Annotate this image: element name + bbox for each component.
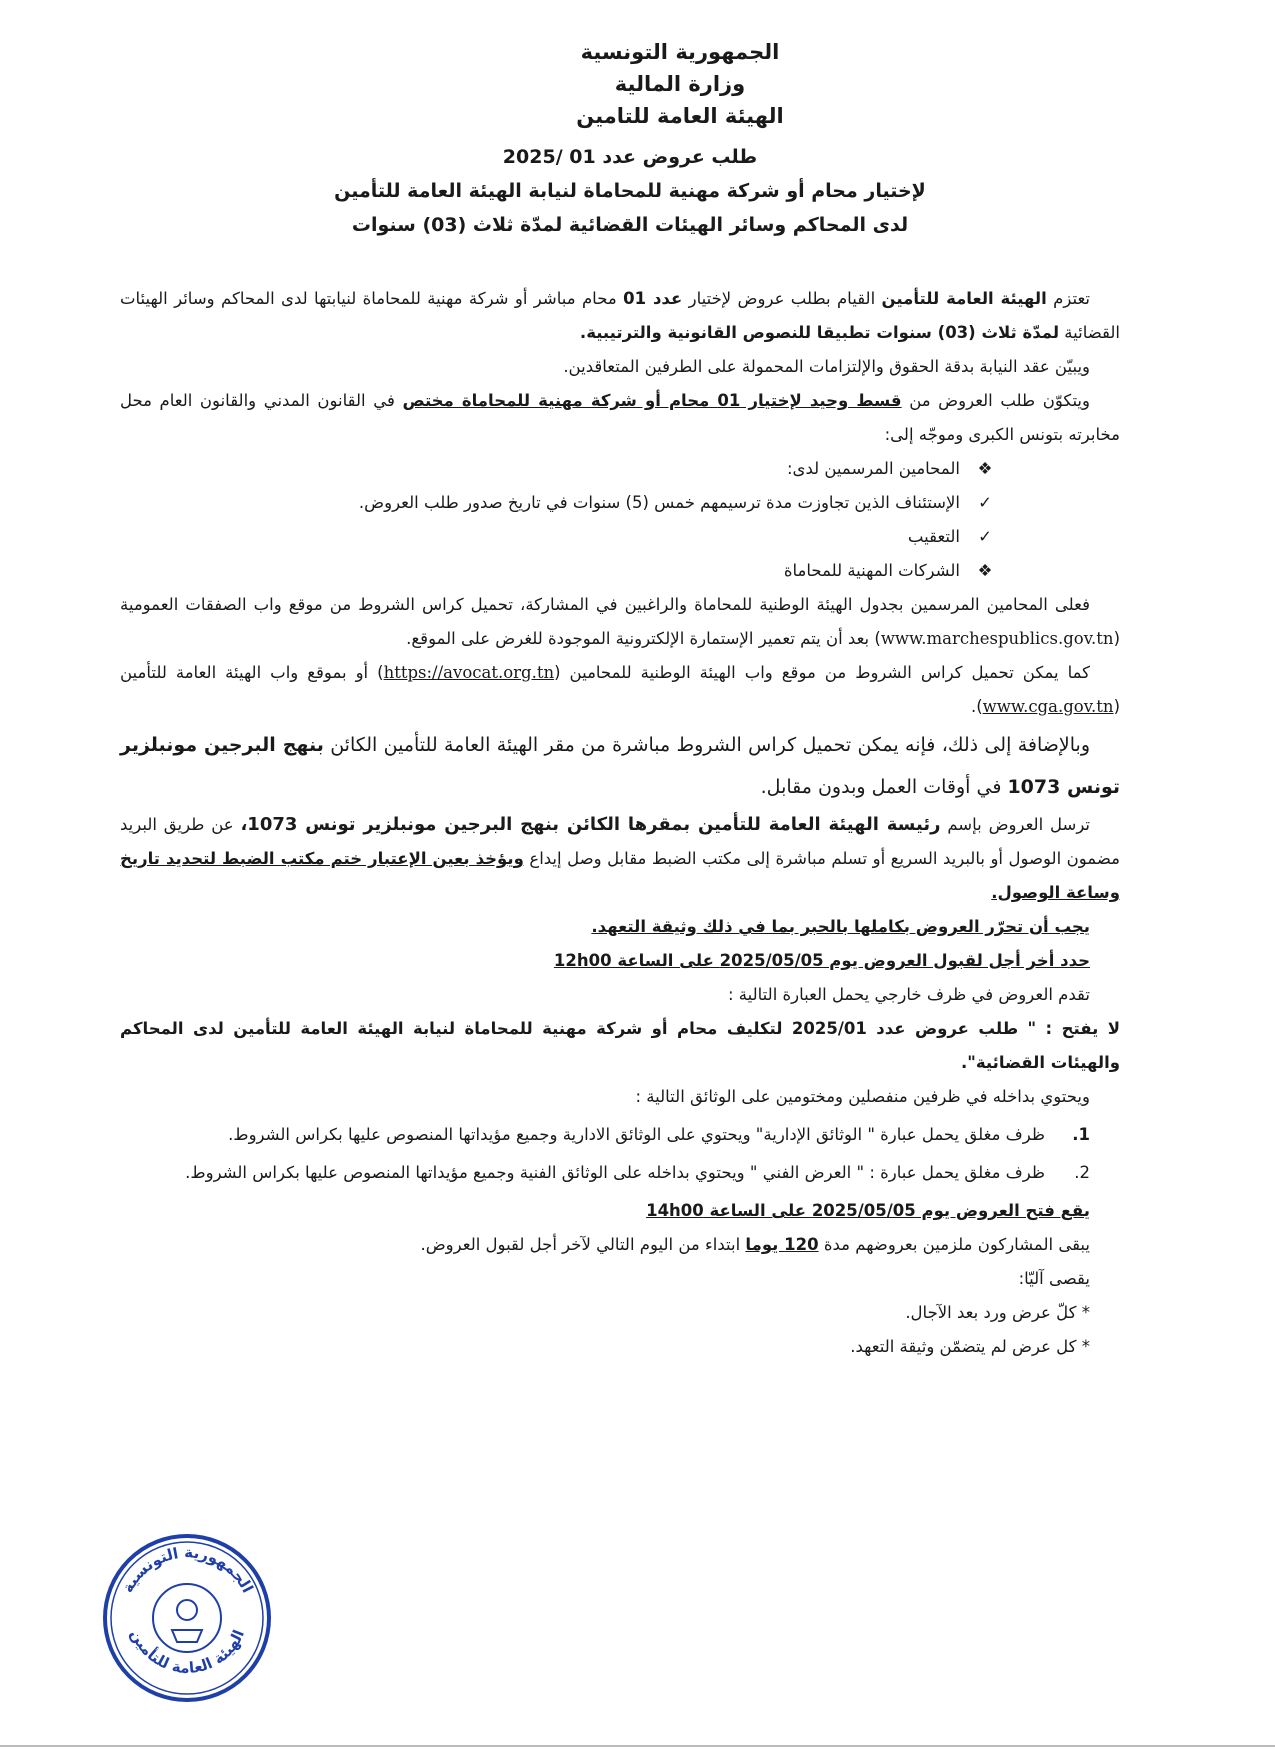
list-item: ✓ التعقيب [120,520,1000,554]
ministry-name: وزارة المالية [614,72,746,96]
paragraph-alt-download: كما يمكن تحميل كراس الشروط من موقع واب الهيئة الوطنية للمحامين (https://avocat.org.tn) أو بموقع واب الهيئة العامة للتأمين (www.cga.gov.tn). [120,663,1120,716]
tender-subject: لإختيار محام أو شركة مهنية للمحاماة لنيابة الهيئة العامة للتأمين [334,180,926,202]
paragraph-exclusion: يقصى آليّا: [1018,1269,1090,1288]
paragraph-download: فعلى المحامين المرسمين بجدول الهيئة الوطنية للمحاماة والراغبين في المشاركة، تحميل كراس الشروط من موقع واب الصفقات العمومية (www.marchespublics.gov.tn) بعد أن يتم تعمير الإستمارة الإلكترونية الموجودة للغرض على الموقع. [120,595,1120,648]
page-bottom-edge [0,1745,1275,1747]
diamond-bullet-icon: ❖ [977,459,993,478]
list-item: 2. ظرف مغلق يحمل عبارة : " العرض الفني " ويحتوي بداخله على الوثائق الفنية وجميع مؤيداتها المنصوص عليها بكراس الشروط. [185,1163,1090,1182]
list-item: ✓ الإستئناف الذين تجاوزت مدة ترسيمهم خمس (5) سنوات في تاريخ صدور طلب العروض. [120,486,1000,520]
paragraph-deadline: حدد أخر أجل لقبول العروض يوم 2025/05/05 على الساعة 12h00 [553,951,1090,970]
documents-list [120,1118,1120,1190]
paragraph-envelope-label: لا يفتح : " طلب عروض عدد 2025/01 لتكليف محام أو شركة مهنية للمحاماة لنيابة الهيئة العامة للتأمين لدى المحاكم والهيئات القضائية". [120,1019,1120,1072]
paragraph-opening: يقع فتح العروض يوم 2025/05/05 على الساعة 14h00 [646,1201,1090,1220]
tender-number: طلب عروض عدد 01 /2025 [502,146,758,168]
diamond-bullet-icon: ❖ [977,561,993,580]
paragraph-submission: ترسل العروض بإسم رئيسة الهيئة العامة للتأمين بمقرها الكائن بنهج البرجين مونبلزير تونس 1073، عن طريق البريد مضمون الوصول أو بالبريد السريع أو تسلم مباشرة إلى مكتب الضبط مقابل وصل إيداع ويؤخذ بعين الإعتبار ختم مكتب الضبط لتحديد تاريخ وساعة الوصول. [120,814,1120,902]
document-titles [200,140,1060,242]
tender-scope: لدى المحاكم وسائر الهيئات القضائية لمدّة ثلاث (03) سنوات [351,214,909,236]
paragraph-ink: يجب أن تحرّر العروض بكاملها بالحبر بما في ذلك وثيقة التعهد. [591,917,1090,936]
check-icon: ✓ [978,493,992,512]
paragraph-onsite: وبالإضافة إلى ذلك، فإنه يمكن تحميل كراس الشروط مباشرة من مقر الهيئة العامة للتأمين الكائن بنهج البرجين مونبلزير تونس 1073 في أوقات العمل وبدون مقابل. [120,734,1120,798]
paragraph-contract: ويبيّن عقد النيابة بدقة الحقوق والإلتزامات المحمولة على الطرفين المتعاقدين. [563,357,1090,376]
official-seal [100,1530,275,1705]
paragraph-contents: ويحتوي بداخله في ظرفين منفصلين ومختومين على الوثائق التالية : [635,1087,1090,1106]
list-item: ❖ المحامين المرسمين لدى: [120,452,1000,486]
seal-icon [100,1530,275,1705]
paragraph-lot: ويتكوّن طلب العروض من قسط وحيد لإختيار 01 محام أو شركة مهنية للمحاماة مختص في القانون المدني والقانون العام محل مخابرته بتونس الكبرى وموجّه إلى: [120,391,1120,444]
list-item: 1. ظرف مغلق يحمل عبارة " الوثائق الإدارية" ويحتوي على الوثائق الادارية وجميع مؤيداتها المنصوص عليها بكراس الشروط. [228,1125,1090,1144]
seal-top-text: الجمهورية التونسية [118,1543,257,1596]
paragraph-envelope: تقدم العروض في ظرف خارجي يحمل العبارة التالية : [728,985,1090,1004]
exclusion-item-late: * كلّ عرض ورد بعد الآجال. [905,1303,1090,1322]
paragraph-validity: يبقى المشاركون ملزمين بعروضهم مدة 120 يوما ابتداء من اليوم التالي لآخر أجل لقبول العروض. [420,1235,1090,1254]
exclusion-item-no-commitment: * كل عرض لم يتضمّن وثيقة التعهد. [850,1337,1090,1356]
republic-name: الجمهورية التونسية [580,40,780,64]
check-icon: ✓ [978,527,992,546]
marchespublics-link[interactable]: www.marchespublics.gov.tn [880,629,1114,648]
document-body [120,282,1120,1364]
letterhead [300,36,1060,132]
cga-link[interactable]: www.cga.gov.tn [982,697,1114,716]
list-item: ❖ الشركات المهنية للمحاماة [120,554,1000,588]
seal-bottom-text: الهيئة العامة للتأمين [126,1626,248,1678]
avocat-link[interactable]: https://avocat.org.tn [383,663,555,682]
paragraph-intro: تعتزم الهيئة العامة للتأمين القيام بطلب عروض لإختيار عدد 01 محام مباشر أو شركة مهنية للمحاماة لنيابتها لدى المحاكم وسائر الهيئات القضائية لمدّة ثلاث (03) سنوات تطبيقا للنصوص القانونية والترتيبية. [120,289,1120,342]
agency-name: الهيئة العامة للتامين [576,104,784,128]
eligibility-list [120,452,1120,588]
